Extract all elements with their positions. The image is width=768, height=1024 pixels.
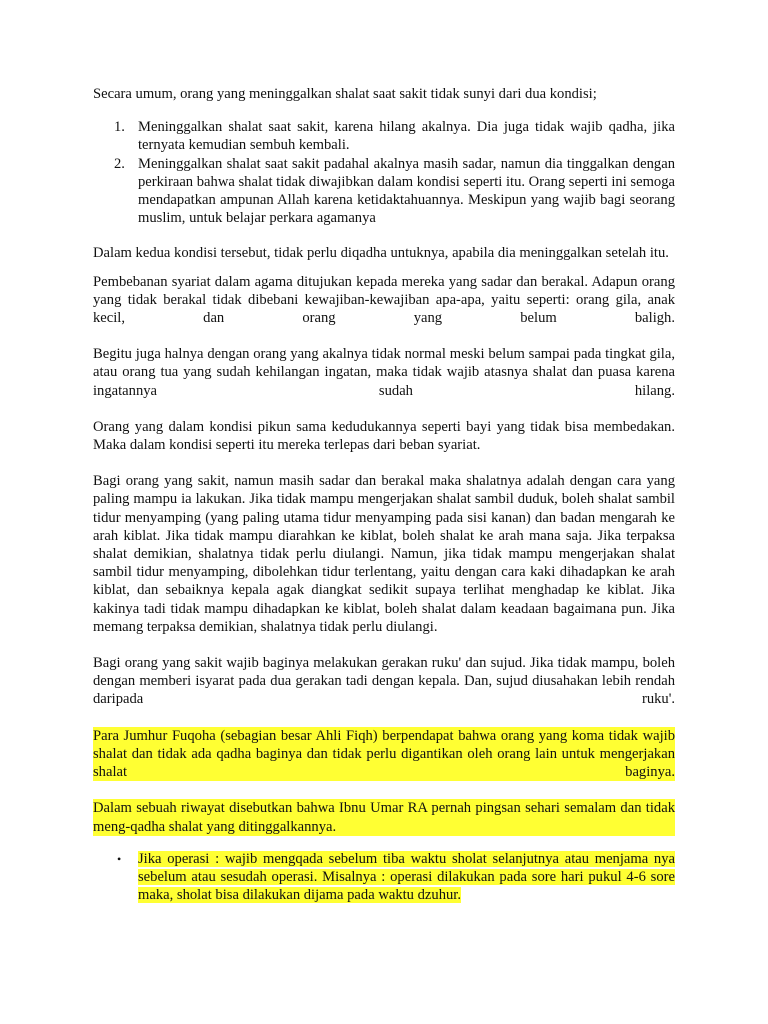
list-item [93,850,675,905]
list-item [93,118,675,154]
list-item [93,155,675,228]
highlighted-paragraph: Dalam sebuah riwayat disebutkan bahwa Ibnu Umar RA pernah pingsan sehari semalam dan tidak meng-qadha shalat yang ditinggalkannya. [93,800,675,835]
paragraph: Begitu juga halnya dengan orang yang akalnya tidak normal meski belum sampai pada tingkat gila, atau orang tua yang sudah kehilangan ingatan, maka tidak wajib atasnya shalat dan puasa karena ingatannya sudah hilang. [93,346,675,399]
intro-paragraph: Secara umum, orang yang meninggalkan shalat saat sakit tidak sunyi dari dua kondisi; [93,86,597,102]
list-item-text: Jika operasi : wajib mengqada sebelum tiba waktu sholat selanjutnya atau menjama nya sebelum atau sesudah operasi. Misalnya : operasi dilakukan pada sore hari pukul 4-6 sore maka, sholat bisa dilakukan dijama pada waktu dzuhur. [138,850,675,904]
paragraph: Dalam kedua kondisi tersebut, tidak perlu diqadha untuknya, apabila dia meninggalkan setelah itu. [93,245,669,262]
list-item-text: Meninggalkan shalat saat sakit padahal akalnya masih sadar, namun dia tinggalkan dengan perkiraan bahwa shalat tidak diwajibkan dalam kondisi seperti itu. Orang seperti ini semoga mendapatkan ampunan Allah karena ketidaktahuannya. Meskipun yang wajib bagi seorang muslim, untuk belajar perkara agamanya [138,155,675,227]
paragraph: Pembebanan syariat dalam agama ditujukan kepada mereka yang sadar dan berakal. Adapun orang yang tidak berakal tidak dibebani kewajiban-kewajiban apa-apa, yaitu seperti: orang gila, anak kecil, dan orang yang belum baligh. [93,273,675,327]
paragraph: Bagi orang yang sakit, namun masih sadar dan berakal maka shalatnya adalah dengan cara yang paling mampu ia lakukan. Jika tidak mampu mengerjakan shalat sambil duduk, boleh shalat sambil tidur menyamping (yang paling utama tidur menyamping pada sisi kanan) dan badan mengarah ke arah kiblat. Jika tidak mampu diarahkan ke kiblat, boleh shalat ke arah mana saja. Jika terpaksa shalat demikian, shalatnya tidak perlu diulangi. Namun, jika tidak mampu mengerjakan shalat sambil tidur menyamping, dibolehkan tidur terlentang, yaitu dengan cara kaki dihadapkan ke arah kiblat, dan sebaiknya kepala agak diangkat sedikit supaya terlihat menghadap ke kiblat. Jika kakinya tadi tidak mampu dihadapkan ke kiblat, boleh shalat dalam keadaan bagaimana pun. Jika memang terpaksa demikian, shalatnya tidak perlu diulangi. [93,473,675,635]
bullet-list [93,850,675,905]
numbered-list [93,118,675,227]
paragraph: Orang yang dalam kondisi pikun sama kedudukannya seperti bayi yang tidak bisa membedakan. Maka dalam kondisi seperti itu mereka terlepas dari beban syariat. [93,418,675,454]
list-marker: 2. [114,155,125,172]
list-item-text: Meninggalkan shalat saat sakit, karena hilang akalnya. Dia juga tidak wajib qadha, jika ternyata kemudian sembuh kembali. [138,119,675,154]
highlighted-paragraph: Para Jumhur Fuqoha (sebagian besar Ahli Fiqh) berpendapat bahwa orang yang koma tidak wajib shalat dan tidak ada qadha baginya dan tidak perlu digantikan oleh orang lain untuk mengerjakan shalat baginya. [93,727,675,781]
paragraph: Bagi orang yang sakit wajib baginya melakukan gerakan ruku' dan sujud. Jika tidak mampu, boleh dengan memberi isyarat pada dua gerakan tadi dengan kepala. Dan, sujud diusahakan lebih rendah daripada ruku'. [93,655,675,708]
document-page [93,85,675,904]
list-marker: 1. [114,119,125,136]
bullet-icon: • [117,851,122,866]
